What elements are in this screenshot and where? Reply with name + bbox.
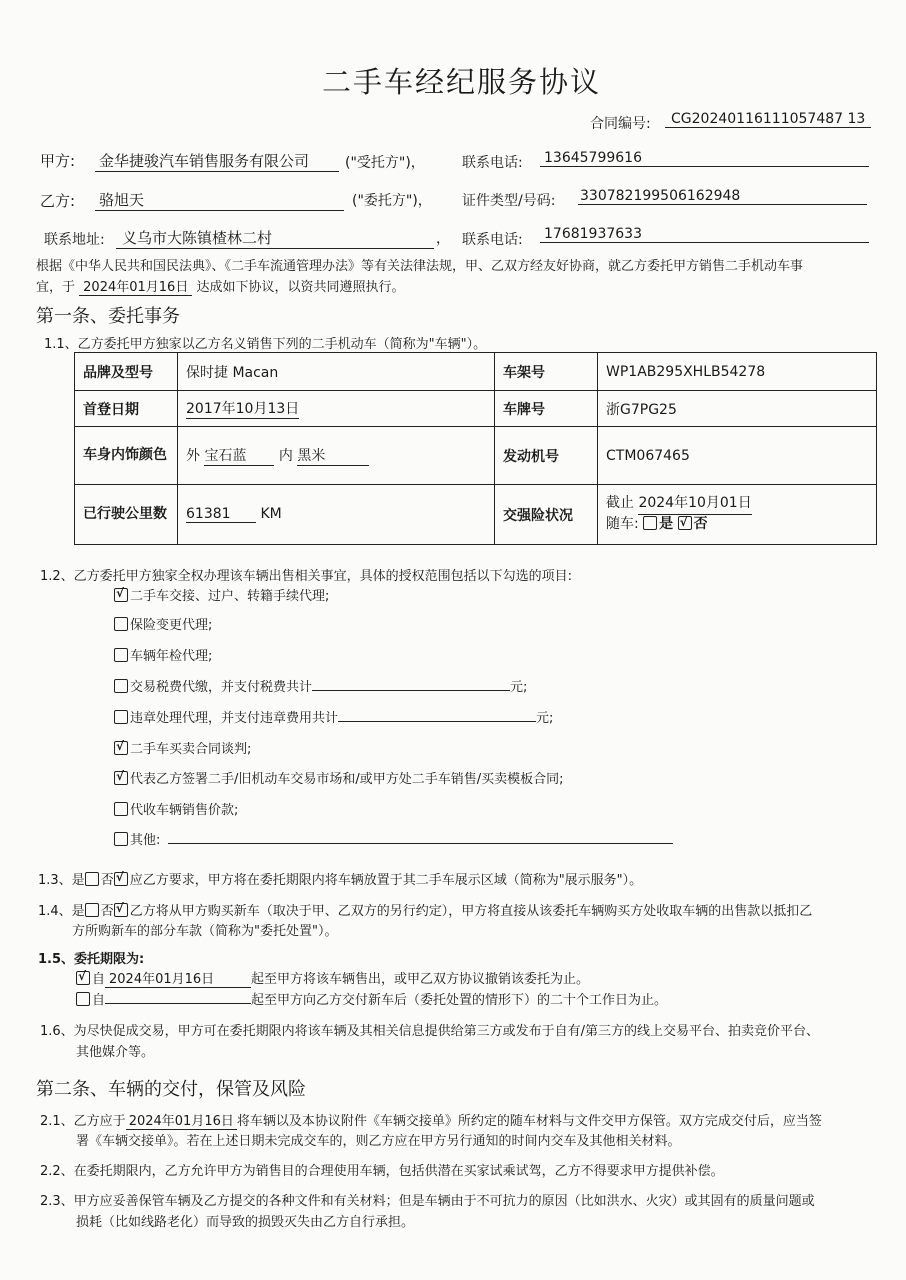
clause-1-5-label: 1.5、委托期限为: bbox=[38, 952, 145, 967]
party-a-name: 金华捷骏汽车销售服务有限公司 bbox=[95, 150, 339, 172]
exterior-label: 外 bbox=[186, 448, 200, 464]
auth-label-insurance: 保险变更代理; bbox=[130, 618, 213, 633]
c14-post: 乙方将从甲方购买新车（取决于甲、乙双方的另行约定），甲方将直接从该委托车辆购买方处收取车辆的出售款以抵扣乙 bbox=[129, 904, 813, 919]
clause-1-1: 1.1、乙方委托甲方独家以乙方名义销售下列的二手机动车（简称为"车辆"）。 bbox=[44, 337, 487, 352]
insurance-until-row bbox=[606, 494, 868, 515]
auth-label-negotiation: 二手车买卖合同谈判; bbox=[130, 742, 252, 757]
party-b-phone-label: 联系电话: bbox=[462, 232, 523, 248]
auth-item-sign bbox=[114, 768, 564, 787]
section1-heading: 第一条、委托事务 bbox=[36, 306, 180, 327]
party-b-id-label: 证件类型/号码: bbox=[462, 193, 556, 209]
auth-item-transfer bbox=[114, 585, 329, 604]
c14-yes-checkbox[interactable] bbox=[85, 903, 99, 917]
vehicle-table bbox=[74, 352, 877, 545]
auth-checkbox-insurance[interactable] bbox=[114, 617, 128, 631]
c21-date: 2024年01月16日 bbox=[126, 1110, 237, 1130]
insurance-yes-label: 是 bbox=[659, 516, 674, 532]
vin-label: 车架号 bbox=[495, 353, 598, 391]
auth-label-violation: 违章处理代理，并支付违章费用共计 bbox=[130, 711, 339, 726]
mileage-value: 61381 bbox=[186, 506, 256, 523]
exterior-value: 宝石蓝 bbox=[204, 445, 274, 466]
c15a-pre: 自 bbox=[92, 972, 106, 987]
violation-suffix: 元; bbox=[536, 711, 554, 726]
contract-no-label: 合同编号: bbox=[590, 116, 651, 132]
auth-label-tax: 交易税费代缴，并支付税费共计 bbox=[130, 680, 313, 695]
color-cell bbox=[178, 427, 495, 485]
auth-item-tax bbox=[114, 676, 527, 695]
auth-label-transfer: 二手车交接、过户、转籍手续代理; bbox=[130, 589, 330, 604]
brand-value: 保时捷 Macan bbox=[178, 353, 495, 391]
preamble-pre: 宜，于 bbox=[36, 280, 76, 295]
auth-label-sign: 代表乙方签署二手/旧机动车交易市场和/或甲方处二手车销售/买卖模板合同; bbox=[130, 772, 564, 787]
auth-checkbox-tax[interactable] bbox=[114, 679, 128, 693]
preamble-post: 达成如下协议，以资共同遵照执行。 bbox=[196, 280, 405, 295]
tax-suffix: 元; bbox=[510, 680, 528, 695]
engine-value: CTM067465 bbox=[598, 427, 877, 485]
plate-value: 浙G7PG25 bbox=[598, 391, 877, 427]
violation-amount-field[interactable] bbox=[338, 707, 536, 722]
insurance-no-checkbox[interactable] bbox=[678, 516, 692, 530]
insurance-until-label: 截止 bbox=[606, 495, 634, 512]
contract-no: CG20240116111057487 13 bbox=[665, 111, 871, 128]
vin-value: WP1AB295XHLB54278 bbox=[598, 353, 877, 391]
c14-mid: 否 bbox=[100, 904, 114, 919]
party-b-label: 乙方: bbox=[40, 192, 76, 210]
auth-item-collect bbox=[114, 799, 238, 818]
auth-item-insurance bbox=[114, 614, 212, 633]
party-b-id: 330782199506162948 bbox=[578, 188, 867, 205]
clause-1-2: 1.2、乙方委托甲方独家全权办理该车辆出售相关事宜，具体的授权范围包括以下勾选的项目: bbox=[40, 569, 573, 584]
clause-1-5-b bbox=[76, 989, 667, 1008]
auth-checkbox-sign[interactable] bbox=[114, 771, 128, 785]
c15b-date-field[interactable] bbox=[105, 989, 251, 1004]
insurance-yes-checkbox[interactable] bbox=[643, 516, 657, 530]
party-b-role: ("委托方")， bbox=[352, 193, 432, 209]
interior-label: 内 bbox=[278, 448, 293, 464]
insurance-until-date: 2024年10月01日 bbox=[638, 494, 751, 515]
c13-post: 应乙方要求，甲方将在委托期限内将车辆放置于其二手车展示区域（简称为"展示服务"）。 bbox=[129, 873, 643, 888]
preamble-line2 bbox=[36, 276, 404, 296]
auth-checkbox-negotiation[interactable] bbox=[114, 741, 128, 755]
party-a-label: 甲方: bbox=[40, 152, 76, 170]
c15b-checkbox[interactable] bbox=[76, 992, 90, 1006]
c15b-pre: 自 bbox=[92, 993, 106, 1008]
page-title: 二手车经纪服务协议 bbox=[322, 65, 602, 99]
clause-2-1-line2: 署《车辆交接单》。若在上述日期未完成交车的，则乙方应在甲方另行通知的时间内交车及其他相关材料。 bbox=[76, 1134, 681, 1149]
c21-pre: 2.1、乙方应于 bbox=[40, 1114, 126, 1129]
other-field[interactable] bbox=[168, 829, 673, 844]
c15b-post: 起至甲方向乙方交付新车后（委托处置的情形下）的二十个工作日为止。 bbox=[251, 993, 668, 1008]
address-label: 联系地址: bbox=[44, 232, 105, 248]
auth-checkbox-collect[interactable] bbox=[114, 802, 128, 816]
party-a-role: ("受托方")， bbox=[345, 155, 425, 171]
auth-label-other: 其他: bbox=[130, 833, 161, 848]
insurance-with-label: 随车: bbox=[606, 516, 639, 532]
c13-pre: 1.3、是 bbox=[38, 873, 85, 888]
preamble-date: 2024年01月16日 bbox=[79, 276, 192, 296]
auth-item-other bbox=[114, 829, 673, 848]
c21-post: 将车辆以及本协议附件《车辆交接单》所约定的随车材料与文件交甲方保管。双方完成交付后，应当签 bbox=[236, 1114, 822, 1129]
party-b-name: 骆旭天 bbox=[95, 189, 344, 211]
clause-2-1 bbox=[40, 1110, 822, 1130]
plate-label: 车牌号 bbox=[495, 391, 598, 427]
auth-item-negotiation bbox=[114, 738, 251, 757]
reg-date-value: 2017年10月13日 bbox=[186, 398, 299, 419]
auth-checkbox-transfer[interactable] bbox=[114, 588, 128, 602]
auth-checkbox-other[interactable] bbox=[114, 832, 128, 846]
auth-checkbox-inspection[interactable] bbox=[114, 648, 128, 662]
c13-mid: 否 bbox=[100, 873, 114, 888]
mileage-unit: KM bbox=[260, 506, 282, 522]
c13-yes-checkbox[interactable] bbox=[85, 872, 99, 886]
auth-label-inspection: 车辆年检代理; bbox=[130, 649, 213, 664]
clause-1-4 bbox=[38, 900, 812, 919]
auth-checkbox-violation[interactable] bbox=[114, 710, 128, 724]
insurance-with-row bbox=[606, 515, 868, 535]
brand-label: 品牌及型号 bbox=[75, 353, 178, 391]
c14-no-checkbox[interactable] bbox=[114, 903, 128, 917]
party-b-phone: 17681937633 bbox=[540, 226, 869, 243]
c13-no-checkbox[interactable] bbox=[114, 872, 128, 886]
reg-date-label: 首登日期 bbox=[75, 391, 178, 427]
clause-1-4-line2: 方所购新车的部分车款（简称为"委托处置"）。 bbox=[72, 924, 338, 939]
interior-value: 黑米 bbox=[297, 445, 369, 466]
preamble-line1: 根据《中华人民共和国民法典》、《二手车流通管理办法》等有关法律法规，甲、乙双方经友好协商，就乙方委托甲方销售二手机动车事 bbox=[36, 259, 804, 274]
clause-2-3-line2: 损耗（比如线路老化）而导致的损毁灭失由乙方自行承担。 bbox=[76, 1215, 415, 1230]
c14-pre: 1.4、是 bbox=[38, 904, 85, 919]
clause-2-3-line1: 2.3、甲方应妥善保管车辆及乙方提交的各种文件和有关材料；但是车辆由于不可抗力的原因（比如洪水、火灾）或其固有的质量问题或 bbox=[40, 1194, 815, 1209]
auth-item-violation bbox=[114, 707, 553, 726]
engine-label: 发动机号 bbox=[495, 427, 598, 485]
clause-1-6-line2: 其他媒介等。 bbox=[76, 1045, 155, 1060]
c15a-post: 起至甲方将该车辆售出，或甲乙双方协议撤销该委托为止。 bbox=[251, 972, 590, 987]
insurance-cell bbox=[598, 485, 877, 545]
mileage-cell bbox=[178, 485, 495, 545]
section2-heading: 第二条、车辆的交付，保管及风险 bbox=[36, 1079, 306, 1100]
clause-1-5-a bbox=[76, 968, 589, 988]
auth-item-inspection bbox=[114, 645, 212, 664]
auth-label-collect: 代收车辆销售价款; bbox=[130, 803, 239, 818]
address-value: 义乌市大陈镇楂林二村 bbox=[116, 227, 434, 249]
c15a-checkbox[interactable] bbox=[76, 971, 90, 985]
mileage-label: 已行驶公里数 bbox=[75, 485, 178, 545]
insurance-no-label: 否 bbox=[693, 516, 708, 532]
party-a-phone-label: 联系电话: bbox=[462, 155, 523, 171]
reg-date-cell bbox=[178, 391, 495, 427]
tax-amount-field[interactable] bbox=[312, 676, 510, 691]
insurance-label: 交强险状况 bbox=[495, 485, 598, 545]
clause-1-3 bbox=[38, 869, 642, 888]
address-comma: ， bbox=[436, 231, 450, 247]
party-a-phone: 13645799616 bbox=[540, 150, 869, 167]
clause-2-2: 2.2、在委托期限内，乙方允许甲方为销售目的合理使用车辆，包括供潜在买家试乘试驾，乙方不得要求甲方提供补偿。 bbox=[40, 1164, 724, 1179]
clause-1-6-line1: 1.6、为尽快促成交易，甲方可在委托期限内将该车辆及其相关信息提供给第三方或发布于自有/第三方的线上交易平台、拍卖竞价平台、 bbox=[40, 1024, 820, 1039]
color-label: 车身内饰颜色 bbox=[75, 427, 178, 485]
c15a-date: 2024年01月16日 bbox=[105, 968, 251, 988]
